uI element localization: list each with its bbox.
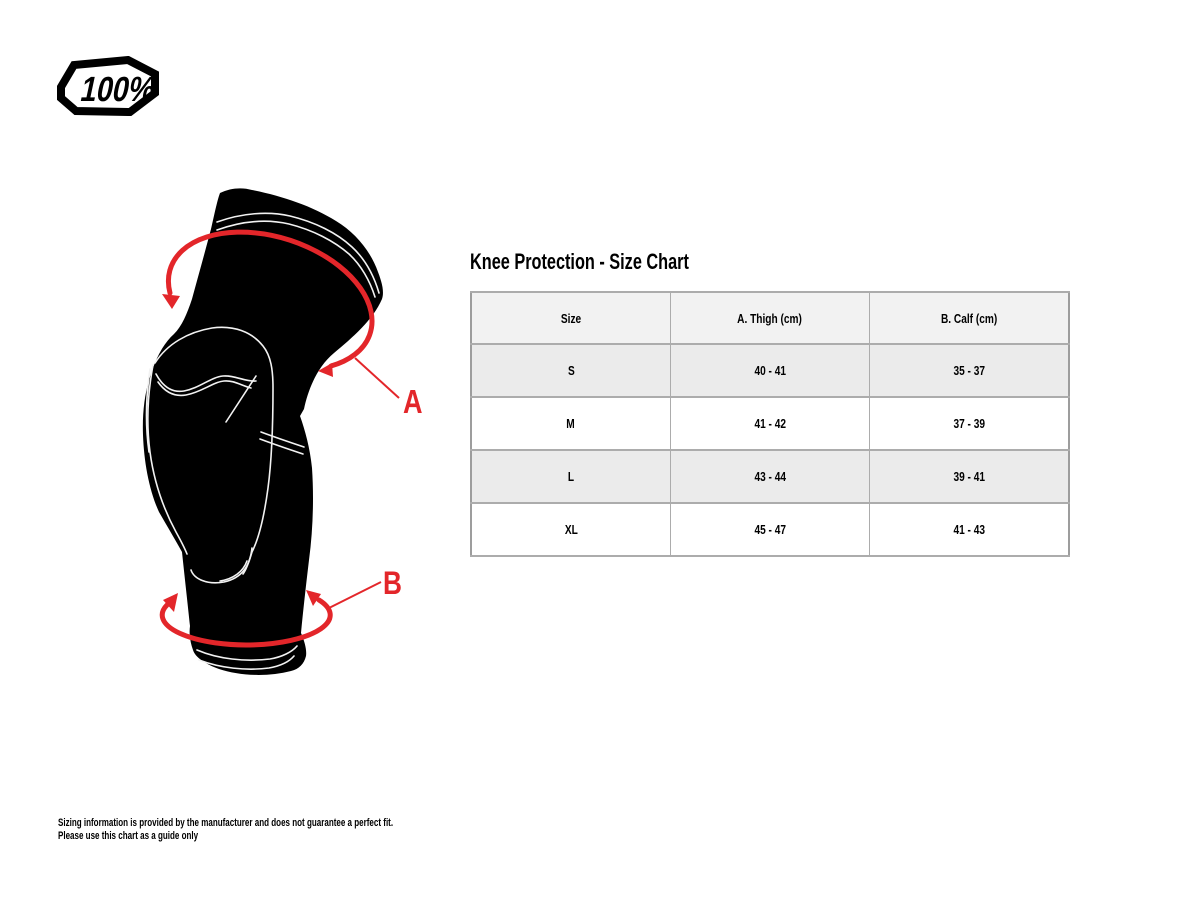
header-thigh <box>670 292 869 344</box>
cell-calf <box>870 503 1069 556</box>
size-value: XL <box>564 522 578 537</box>
sizing-disclaimer <box>58 817 517 843</box>
cell-size <box>471 397 670 450</box>
page-title <box>470 250 766 274</box>
logo-text: 100% <box>77 69 160 109</box>
cell-thigh <box>670 450 869 503</box>
cell-calf <box>870 397 1069 450</box>
size-value: L <box>567 469 575 484</box>
table-row-s <box>471 344 1069 397</box>
page-title-text: Knee Protection - Size Chart <box>470 249 689 274</box>
thigh-value: 45 - 47 <box>754 522 786 537</box>
label-b-pointer-line <box>327 582 381 609</box>
calf-value: 37 - 39 <box>953 416 985 431</box>
disclaimer-line-2: Please use this chart as a guide only <box>58 830 199 842</box>
cell-thigh <box>670 344 869 397</box>
label-a-pointer-line <box>355 358 399 398</box>
brand-logo <box>56 56 162 120</box>
thigh-value: 43 - 44 <box>754 469 786 484</box>
header-size <box>471 292 670 344</box>
cell-size <box>471 503 670 556</box>
size-chart-table <box>470 291 1070 557</box>
thigh-value: 40 - 41 <box>754 363 786 378</box>
table-row-xl <box>471 503 1069 556</box>
cell-calf <box>870 344 1069 397</box>
size-value: S <box>567 363 575 378</box>
calf-value: 39 - 41 <box>953 469 985 484</box>
table-header-row <box>471 292 1069 344</box>
knee-pad-diagram <box>130 160 450 700</box>
cell-thigh <box>670 397 869 450</box>
header-calf-label: B. Calf (cm) <box>940 310 998 326</box>
measurement-label-a: A <box>403 384 423 421</box>
table-row-m <box>471 397 1069 450</box>
disclaimer-line-1: Sizing information is provided by the manufacturer and does not guarantee a perfect fit. <box>58 817 394 829</box>
header-size-label: Size <box>560 310 582 326</box>
thigh-value: 41 - 42 <box>754 416 786 431</box>
measurement-label-b: B <box>383 566 402 602</box>
table-row-l <box>471 450 1069 503</box>
knee-pad-silhouette <box>143 188 383 675</box>
cell-size <box>471 450 670 503</box>
calf-value: 41 - 43 <box>953 522 985 537</box>
cell-calf <box>870 450 1069 503</box>
calf-value: 35 - 37 <box>953 363 985 378</box>
size-value: M <box>566 416 576 431</box>
header-calf <box>870 292 1069 344</box>
cell-thigh <box>670 503 869 556</box>
header-thigh-label: A. Thigh (cm) <box>737 310 803 326</box>
cell-size <box>471 344 670 397</box>
